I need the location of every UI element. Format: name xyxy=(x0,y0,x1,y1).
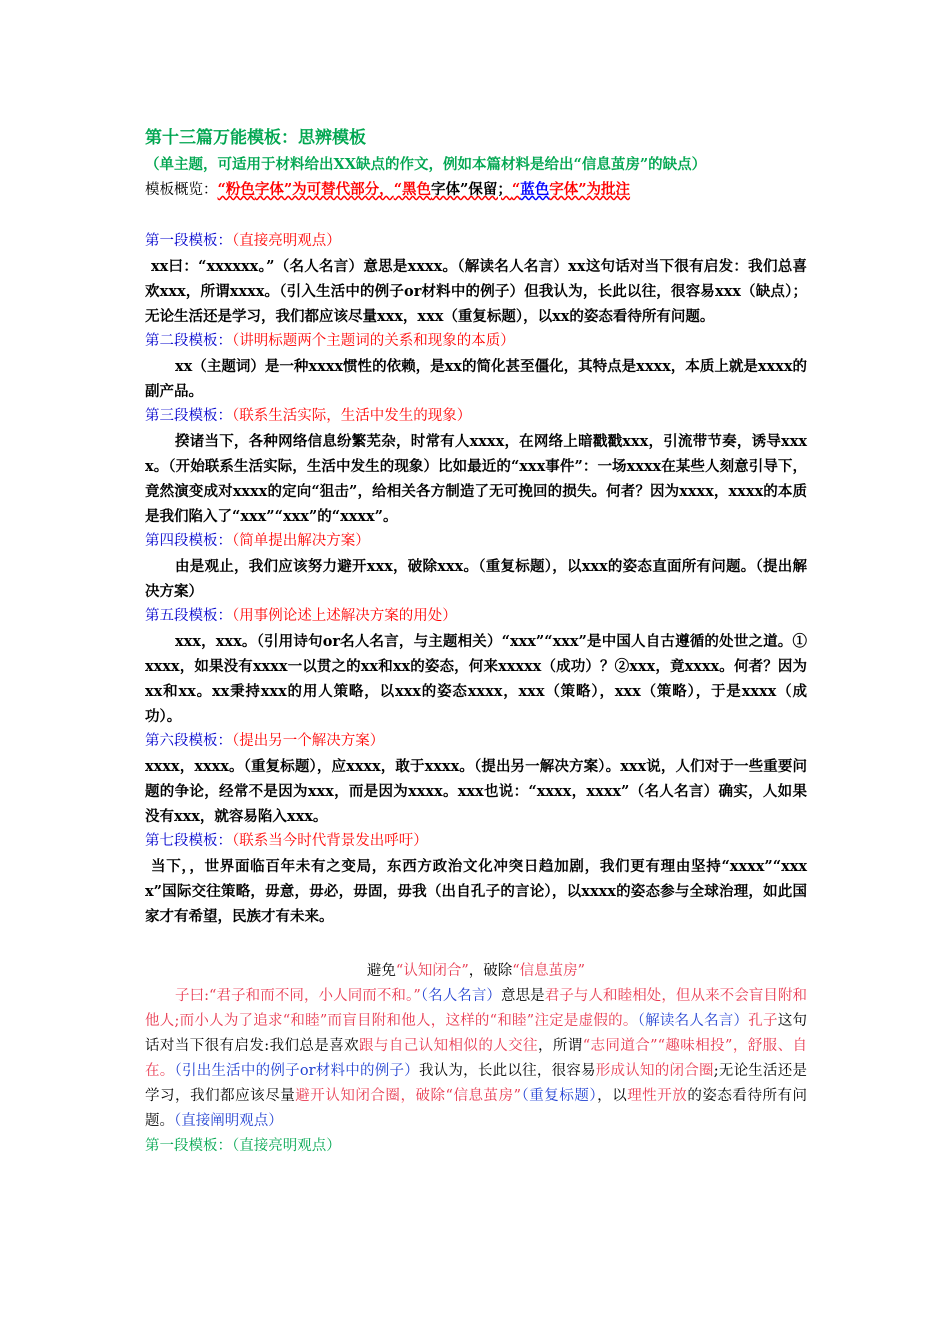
section-3-body: 揆诸当下，各种网络信息纷繁芜杂，时常有人xxxx，在网络上暗戳戳xxx，引流带节奏，诱导xxxx。（开始联系生活实际，生活中发生的现象）比如最近的“xxx事件”：一场xxxx在某些人刻意引导下，竟然演变成对xxxx的定向“狙击”，给相关各方制造了无可挽回的损失。何者？因为xxxx，xxxx的本质是我们陷入了“xxx”“xxx”的“xxxx”。 xyxy=(145,433,807,525)
overview-black: “黑色 xyxy=(393,181,432,198)
essay-title-c: ，破除 xyxy=(468,963,513,979)
essay-title xyxy=(145,959,807,984)
essay-pink-2: 孔子 xyxy=(748,1013,778,1029)
essay-note-2: （解读名人名言） xyxy=(637,1013,749,1029)
essay-paragraph xyxy=(145,984,807,1134)
section-1-heading xyxy=(145,229,807,254)
section-7-note: （联系当今时代背景发出呼吁） xyxy=(232,833,428,849)
section-7-label: 第七段模板： xyxy=(145,833,232,849)
template-overview xyxy=(145,177,807,203)
footer-heading-label: 第一段模板： xyxy=(145,1138,232,1154)
essay-pink-1: 君子与人和睦相处，但从来不会盲目附和他人;而小人为了追求“和睦”而盲目附和他人，这样的“和睦”注定是虚假的。 xyxy=(145,988,808,1029)
essay-quote: 子曰:“君子和而不同，小人同而不和。” xyxy=(175,988,421,1004)
section-3-note: （联系生活实际，生活中发生的现象） xyxy=(232,408,472,424)
essay-note-5: （直接阐明观点） xyxy=(174,1113,283,1129)
essay-pink-5: 形成认知的闭合圈 xyxy=(595,1063,714,1079)
essay-note-1: （名人名言） xyxy=(420,988,502,1004)
overview-blue: 蓝色 xyxy=(520,181,550,198)
section-5-label: 第五段模板： xyxy=(145,608,232,624)
section-1-note: （直接亮明观点） xyxy=(232,233,341,249)
section-6-label: 第六段模板： xyxy=(145,733,232,749)
section-4-heading xyxy=(145,529,807,554)
section-2-note: （讲明标题两个主题词的关系和现象的本质） xyxy=(232,333,515,349)
section-7-heading xyxy=(145,829,807,854)
content-area xyxy=(145,124,807,1159)
section-3-label: 第三段模板： xyxy=(145,408,232,424)
essay-note-4: （重复标题） xyxy=(520,1088,598,1104)
essay-text-3: ，所谓 xyxy=(537,1038,583,1054)
section-3-heading xyxy=(145,404,807,429)
overview-blue-quote: “ xyxy=(511,181,521,198)
essay-text-1: 意思是 xyxy=(501,988,545,1004)
essay-text-4: 我认为，长此以往，很容易 xyxy=(418,1063,596,1079)
section-6-body: xxxx，xxxx。（重复标题），应xxxx，敢于xxxx。（提出另一解决方案）。xxx说，人们对于一些重要问题的争论，经常不是因为xxx，而是因为xxxx。xxx也说：“xxxx，xxxx”（名人名言）确实，人如果没有xxx，就容易陷入xxx。 xyxy=(145,758,807,825)
overview-black-2: 字体”保留； xyxy=(431,181,512,198)
section-6-heading xyxy=(145,729,807,754)
essay-text-5: ;无论生活还是学习，我们都应该尽量 xyxy=(145,1063,808,1104)
overview-label: 模板概览： xyxy=(145,182,218,198)
section-5-note: （用事例论述上述解决方案的用处） xyxy=(232,608,457,624)
section-4-note: （简单提出解决方案） xyxy=(232,533,370,549)
overview-blue-2: 字体”为批注 xyxy=(549,181,631,198)
essay-pink-7: 理性开放 xyxy=(627,1088,688,1104)
essay-pink-3: 跟与自己认知相似的人交往 xyxy=(359,1038,538,1054)
essay-text-7: 的姿态看待所有问题。 xyxy=(145,1088,808,1129)
essay-pink-6: 避开认知闭合圈，破除“信息茧房” xyxy=(295,1088,521,1104)
overview-pink: “粉色 xyxy=(217,181,255,198)
section-2-body: xx（主题词）是一种xxxx惯性的依赖，是xx的简化甚至僵化，其特点是xxxx，本质上就是xxxx的副产品。 xyxy=(145,358,807,400)
essay-title-d: “信息茧房” xyxy=(512,963,586,979)
essay-title-a: 避免 xyxy=(366,963,396,979)
section-4-body: 由是观止，我们应该努力避开xxx，破除xxx。（重复标题），以xxx的姿态直面所有问题。（提出解决方案） xyxy=(145,558,807,600)
section-1-label: 第一段模板： xyxy=(145,233,232,249)
section-2-heading xyxy=(145,329,807,354)
footer-heading xyxy=(145,1134,807,1159)
overview-pink-2: 字体”为可替代部分， xyxy=(254,181,394,198)
section-7-body: 当下，，世界面临百年未有之变局，东西方政治文化冲突日趋加剧，我们更有理由坚持“xxxx”“xxxx”国际交往策略，毋意，毋必，毋固，毋我（出自孔子的言论），以xxxx的姿态参与全球治理，如此国家才有希望，民族才有未来。 xyxy=(145,858,807,925)
section-5-heading xyxy=(145,604,807,629)
essay-text-6: ，以 xyxy=(597,1088,628,1104)
section-6-note: （提出另一个解决方案） xyxy=(232,733,385,749)
essay-title-b: “认知闭合” xyxy=(395,963,469,979)
section-4-label: 第四段模板： xyxy=(145,533,232,549)
footer-heading-note: （直接亮明观点） xyxy=(232,1138,341,1154)
section-5-body: xxx，xxx。（引用诗句or名人名言，与主题相关）“xxx”“xxx”是中国人自古遵循的处世之道。①xxxx，如果没有xxxx一以贯之的xx和xx的姿态，何来xxxxx（成功）？②xxx，竟xxxx。何者？因为xx和xx。xx秉持xxx的用人策略，以xxx的姿态xxxx，xxx（策略），xxx（策略），于是xxxx（成功）。 xyxy=(145,633,807,725)
section-1-body: xx曰：“xxxxxx。”（名人名言）意思是xxxx。（解读名人名言）xx这句话对当下很有启发：我们总喜欢xxx，所谓xxxx。（引入生活中的例子or材料中的例子）但我认为，长此以往，很容易xxx（缺点）；无论生活还是学习，我们都应该尽量xxx，xxx（重复标题），以xx的姿态看待所有问题。 xyxy=(145,258,807,325)
essay-pink-4: “志同道合”“趣味相投”，舒服、自在。 xyxy=(145,1038,808,1079)
page-title: 第十三篇万能模板：思辨模板 xyxy=(145,128,366,148)
essay-note-3: （引出生活中的例子or材料中的例子） xyxy=(174,1063,419,1079)
page-subtitle: （单主题，可适用于材料给出XX缺点的作文，例如本篇材料是给出“信息茧房”的缺点） xyxy=(145,156,707,173)
section-2-label: 第二段模板： xyxy=(145,333,232,349)
essay-text-2: 这句话对当下很有启发:我们总是喜欢 xyxy=(145,1013,808,1054)
